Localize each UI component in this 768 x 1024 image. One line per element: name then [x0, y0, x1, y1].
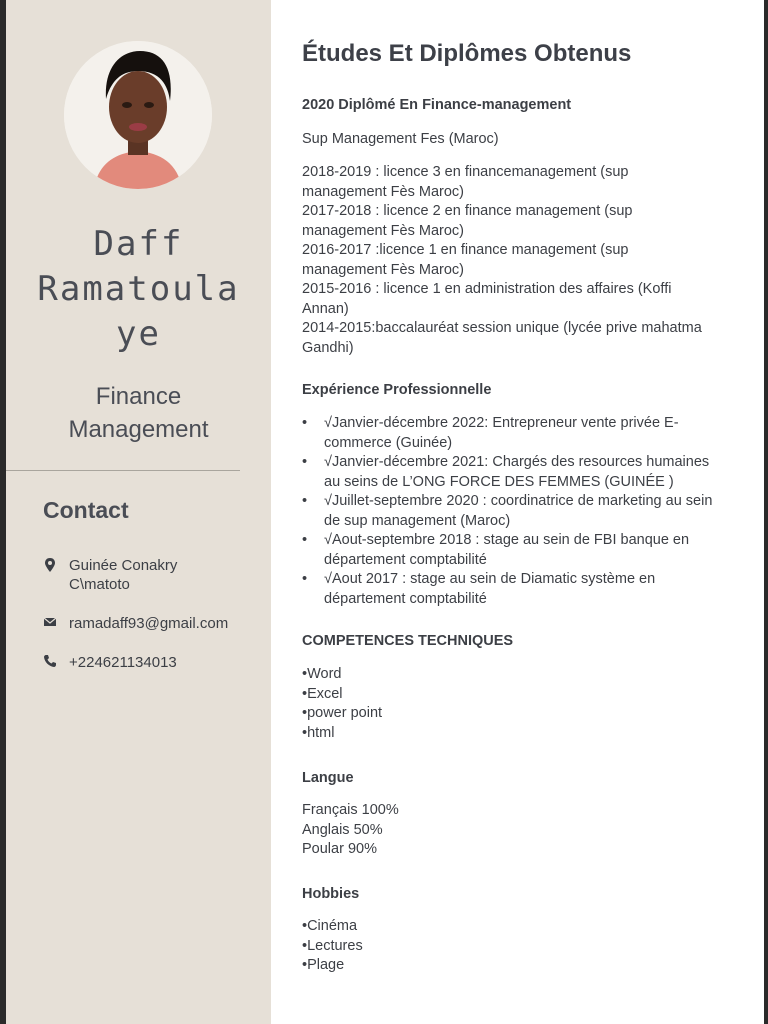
school-name: Sup Management Fes (Maroc) — [302, 131, 499, 147]
languages-heading: Langue — [302, 770, 354, 786]
phone-icon — [43, 654, 59, 670]
language-item: Anglais 50% — [302, 821, 383, 838]
experience-item — [302, 414, 732, 453]
education-line: 2017-2018 : licence 2 en finance management (sup — [302, 203, 633, 219]
experience-line: de sup management (Maroc) — [324, 512, 511, 529]
contact-heading: Contact — [43, 497, 129, 523]
education-line: 2016-2017 :licence 1 en finance management (sup — [302, 242, 629, 258]
phone-text[interactable]: +224621134013 — [69, 654, 177, 671]
degree-title: 2020 Diplômé En Finance-management — [302, 97, 572, 113]
person-name — [6, 222, 271, 357]
sidebar — [6, 0, 271, 1024]
language-item: Poular 90% — [302, 841, 377, 857]
skill-item: •Word — [302, 666, 342, 682]
experience-list — [302, 414, 732, 609]
hobby-item: •Cinéma — [302, 918, 358, 934]
profile-photo — [64, 41, 212, 189]
address-line-2: C\matoto — [69, 576, 130, 593]
skills-list — [302, 665, 732, 743]
name-line-1: Daff — [93, 224, 184, 264]
experience-line: • √Aout-septembre 2018 : stage au sein de FBI banque en — [324, 532, 690, 548]
hobbies-list — [302, 917, 732, 976]
education-line: management Fès Maroc) — [302, 222, 464, 239]
name-line-3: ye — [116, 314, 161, 354]
skills-heading: COMPETENCES TECHNIQUES — [302, 633, 514, 649]
experience-item — [302, 531, 732, 570]
address-line-1: Guinée Conakry — [69, 557, 178, 574]
envelope-icon — [43, 615, 59, 631]
education-history — [302, 163, 732, 358]
skill-item: •power point — [302, 705, 383, 721]
portrait-image — [64, 41, 212, 189]
education-line: 2015-2016 : licence 1 en administration des affaires (Koffi — [302, 281, 672, 297]
job-line-2: Management — [68, 416, 209, 443]
job-line-1: Finance — [95, 383, 182, 410]
education-heading: Études Et Diplômes Obtenus — [302, 40, 632, 67]
experience-line: • √Janvier-décembre 2021: Chargés des resources humaines — [324, 454, 710, 470]
experience-item — [302, 453, 732, 492]
hobbies-heading: Hobbies — [302, 886, 360, 902]
experience-item — [302, 492, 732, 531]
experience-line: commerce (Guinée) — [324, 434, 453, 451]
experience-line: • √Juillet-septembre 2020 : coordinatrice de marketing au sein — [324, 493, 713, 509]
skill-item: •Excel — [302, 685, 343, 702]
experience-line: au seins de L’ONG FORCE DES FEMMES (GUINÉE ) — [324, 473, 674, 490]
experience-line: • √Janvier-décembre 2022: Entrepreneur vente privée E- — [324, 415, 679, 431]
experience-line: département comptabilité — [324, 590, 487, 607]
skill-item: •html — [302, 724, 335, 741]
education-line: Gandhi) — [302, 339, 354, 356]
education-line: management Fès Maroc) — [302, 261, 464, 278]
education-line: Annan) — [302, 300, 349, 317]
map-pin-icon — [43, 557, 59, 573]
hobby-item: •Plage — [302, 957, 345, 973]
email-text[interactable]: ramadaff93@gmail.com — [69, 615, 229, 632]
experience-line: • √Aout 2017 : stage au sein de Diamatic système en — [324, 571, 656, 587]
job-title — [6, 380, 271, 446]
experience-line: département comptabilité — [324, 551, 487, 568]
education-line: 2014-2015:baccalauréat session unique (lycée prive mahatma — [302, 320, 702, 336]
education-line: 2018-2019 : licence 3 en financemanagement (sup — [302, 164, 629, 180]
sidebar-divider — [6, 470, 240, 471]
name-line-2: Ramatoula — [37, 269, 240, 309]
experience-item — [302, 570, 732, 609]
languages-list — [302, 801, 732, 860]
experience-heading: Expérience Professionnelle — [302, 382, 492, 398]
hobby-item: •Lectures — [302, 937, 363, 954]
education-line: management Fès Maroc) — [302, 183, 464, 200]
language-item: Français 100% — [302, 802, 399, 818]
